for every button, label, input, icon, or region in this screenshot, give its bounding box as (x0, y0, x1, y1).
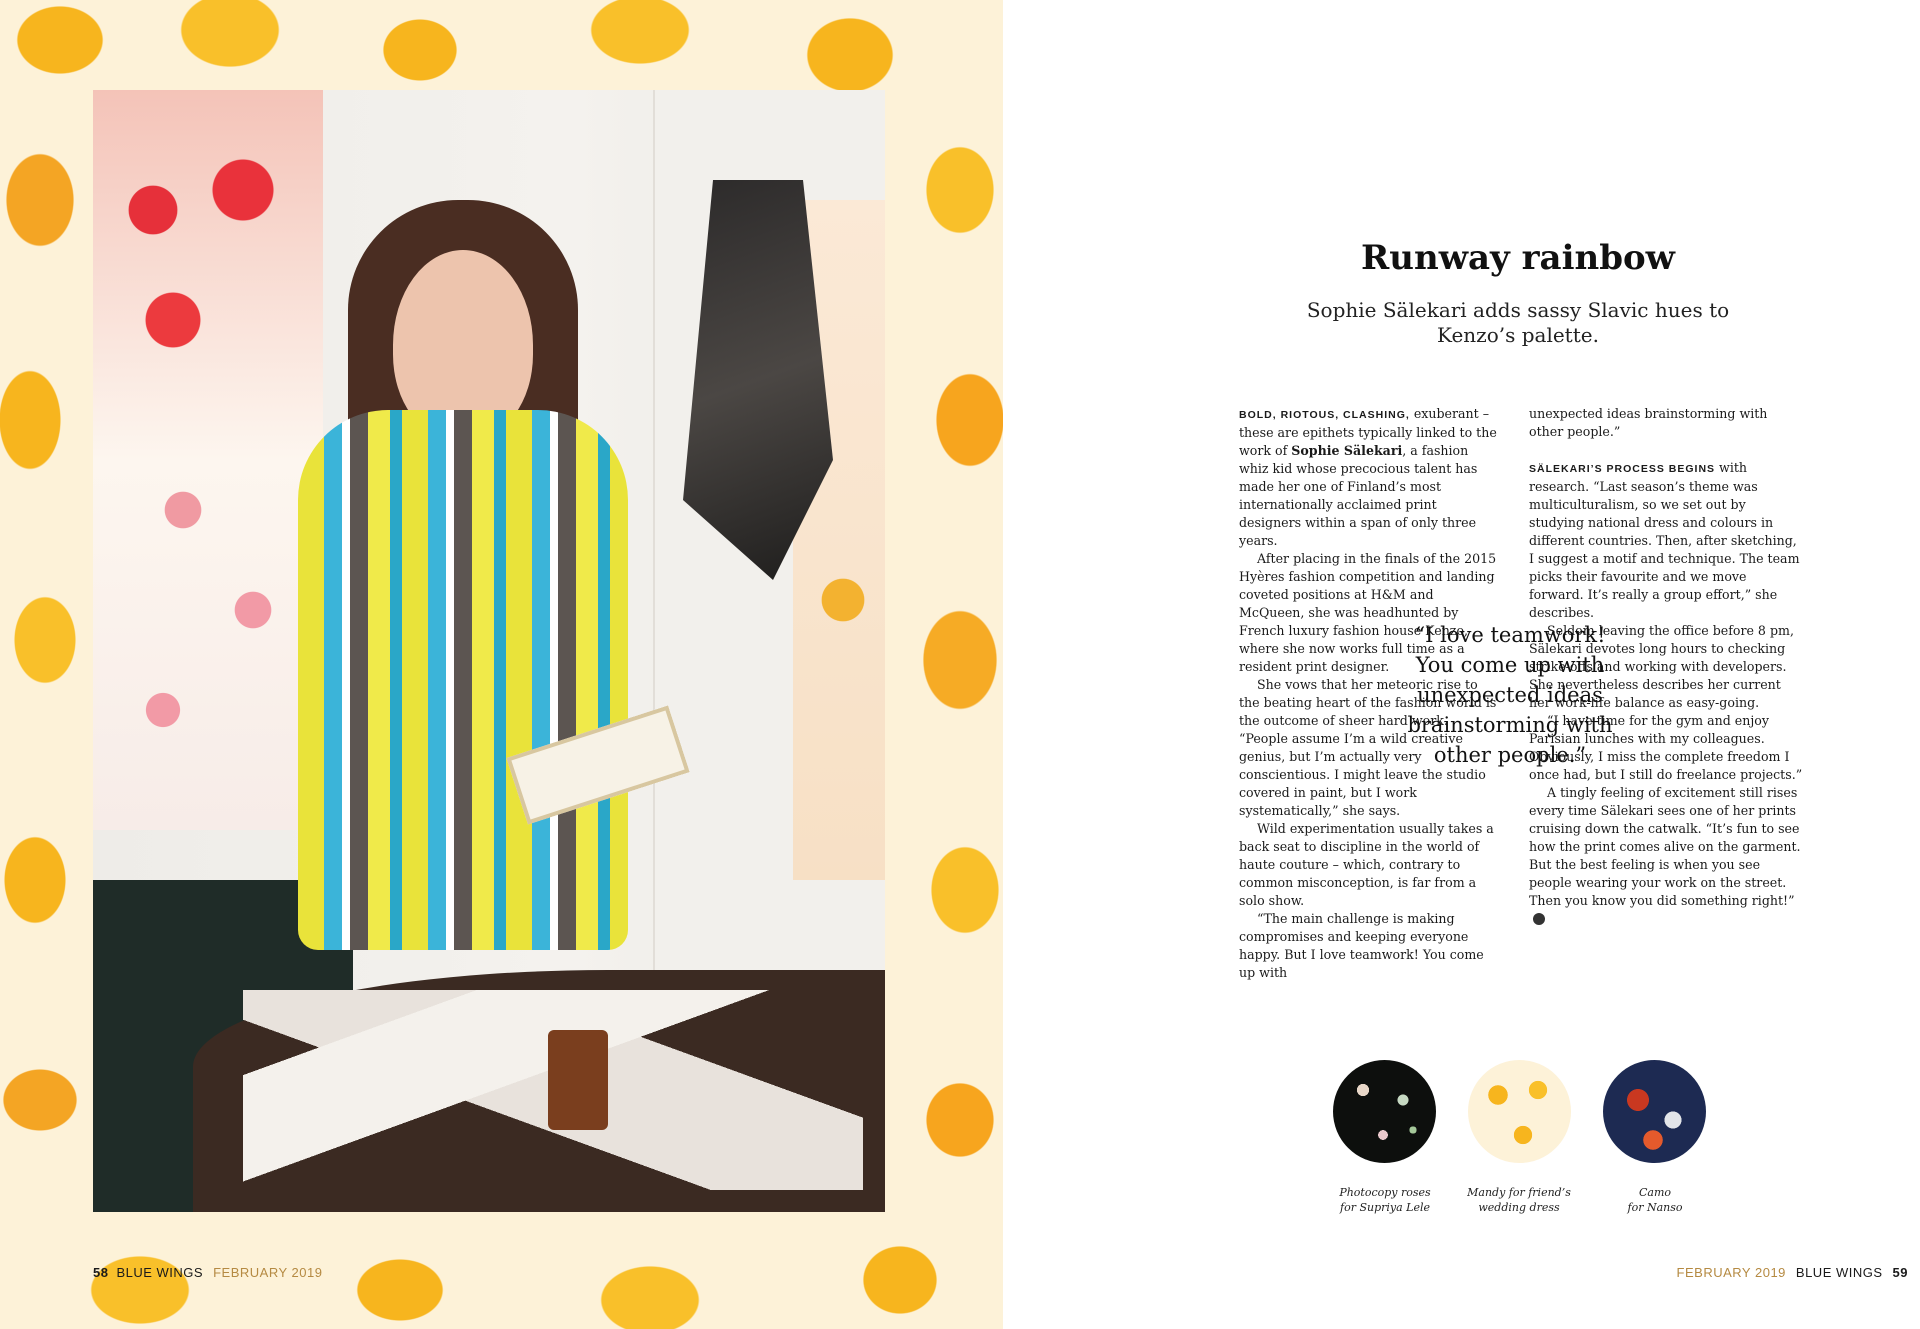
page-number: 58 (93, 1265, 109, 1280)
paragraph: SÄLEKARI’S PROCESS BEGINS with research. “Last season’s theme was multiculturalism, so we set out by studying national dress and colours in different countries. Then, after sketching, I suggest a motif and technique. The team picks their favourite and we move forward. It’s really a group effort,” she describes. (1529, 460, 1800, 620)
end-mark-icon (1533, 913, 1545, 925)
publication-name: BLUE WINGS (1795, 1265, 1883, 1280)
lead-in: BOLD, RIOTOUS, CLASHING, (1239, 409, 1410, 421)
issue-date: FEBRUARY 2019 (1676, 1265, 1786, 1280)
article-deck: Sophie Sälekari adds sassy Slavic hues to Kenzo’s palette. (1306, 298, 1730, 347)
page-number: 59 (1892, 1265, 1908, 1280)
issue-date: FEBRUARY 2019 (213, 1265, 323, 1280)
striped-shirt (298, 410, 628, 950)
paragraph: BOLD, RIOTOUS, CLASHING, exuberant – these are epithets typically linked to the work of Sophie Sälekari, a fashion whiz kid whose precocious talent has made her one of Finland’s most internationally acclaimed print designers within a span of only three years. (1239, 406, 1497, 548)
portrait-photo (93, 90, 885, 1212)
right-page (1003, 0, 1920, 1329)
designer-name: Sophie Sälekari (1291, 443, 1403, 458)
paragraph: unexpected ideas brainstorming with other people.” (1529, 406, 1768, 439)
paragraph: Wild experimentation usually takes a back seat to discipline in the world of haute couture – which, contrary to common misconception, is far from a solo show. (1239, 821, 1494, 908)
swatch-mandy (1468, 1060, 1571, 1163)
publication-name: BLUE WINGS (116, 1265, 204, 1280)
swatch-caption: Camo for Nanso (1627, 1186, 1683, 1214)
hanging-print-fabric-left (93, 90, 323, 830)
swatch-caption: Mandy for friend’s wedding dress (1467, 1186, 1571, 1214)
brush-holder (548, 1030, 608, 1130)
swatch-caption: Photocopy roses for Supriya Lele (1339, 1186, 1431, 1214)
swatch-camo (1603, 1060, 1706, 1163)
paragraph: “I have time for the gym and enjoy Parisian lunches with my colleagues. Obviously, I miss the complete freedom I once had, but I still do freelance projects.” (1529, 713, 1803, 782)
paragraph: After placing in the finals of the 2015 Hyères fashion competition and landing coveted positions at H&M and McQueen, she was headhunted by French luxury fashion house Kenzo, where she now works full time as a resident print designer. (1239, 551, 1497, 674)
paragraph: Seldom leaving the office before 8 pm, Sälekari devotes long hours to checking strike-offs and working with developers. She nevertheless describes her current her work-life balance as easy-going. (1529, 623, 1794, 710)
article-title: Runway rainbow (1361, 238, 1675, 278)
pull-quote: “I love teamwork! You come up with unexpected ideas brainstorming with other people.” (1407, 623, 1613, 767)
folio-right (1677, 1265, 1908, 1280)
paragraph: A tingly feeling of excitement still rises every time Sälekari sees one of her prints cruising down the catwalk. “It’s fun to see how the print comes alive on the garment. But the best feeling is when you see people wearing your work on the street. Then you know you did something right!” (1529, 784, 1804, 928)
paragraph: She vows that her meteoric rise to the beating heart of the fashion world is the outcome of sheer hard work. “People assume I’m a wild creative genius, but I’m actually very conscientious. I might leave the studio covered in paint, but I work systematically,” she says. (1239, 677, 1497, 818)
paragraph: “The main challenge is making compromises and keeping everyone happy. But I love teamwork! You come up with (1239, 911, 1484, 980)
lead-in: SÄLEKARI’S PROCESS BEGINS (1529, 463, 1716, 475)
swatch-photocopy-roses (1333, 1060, 1436, 1163)
folio-left (93, 1265, 322, 1280)
